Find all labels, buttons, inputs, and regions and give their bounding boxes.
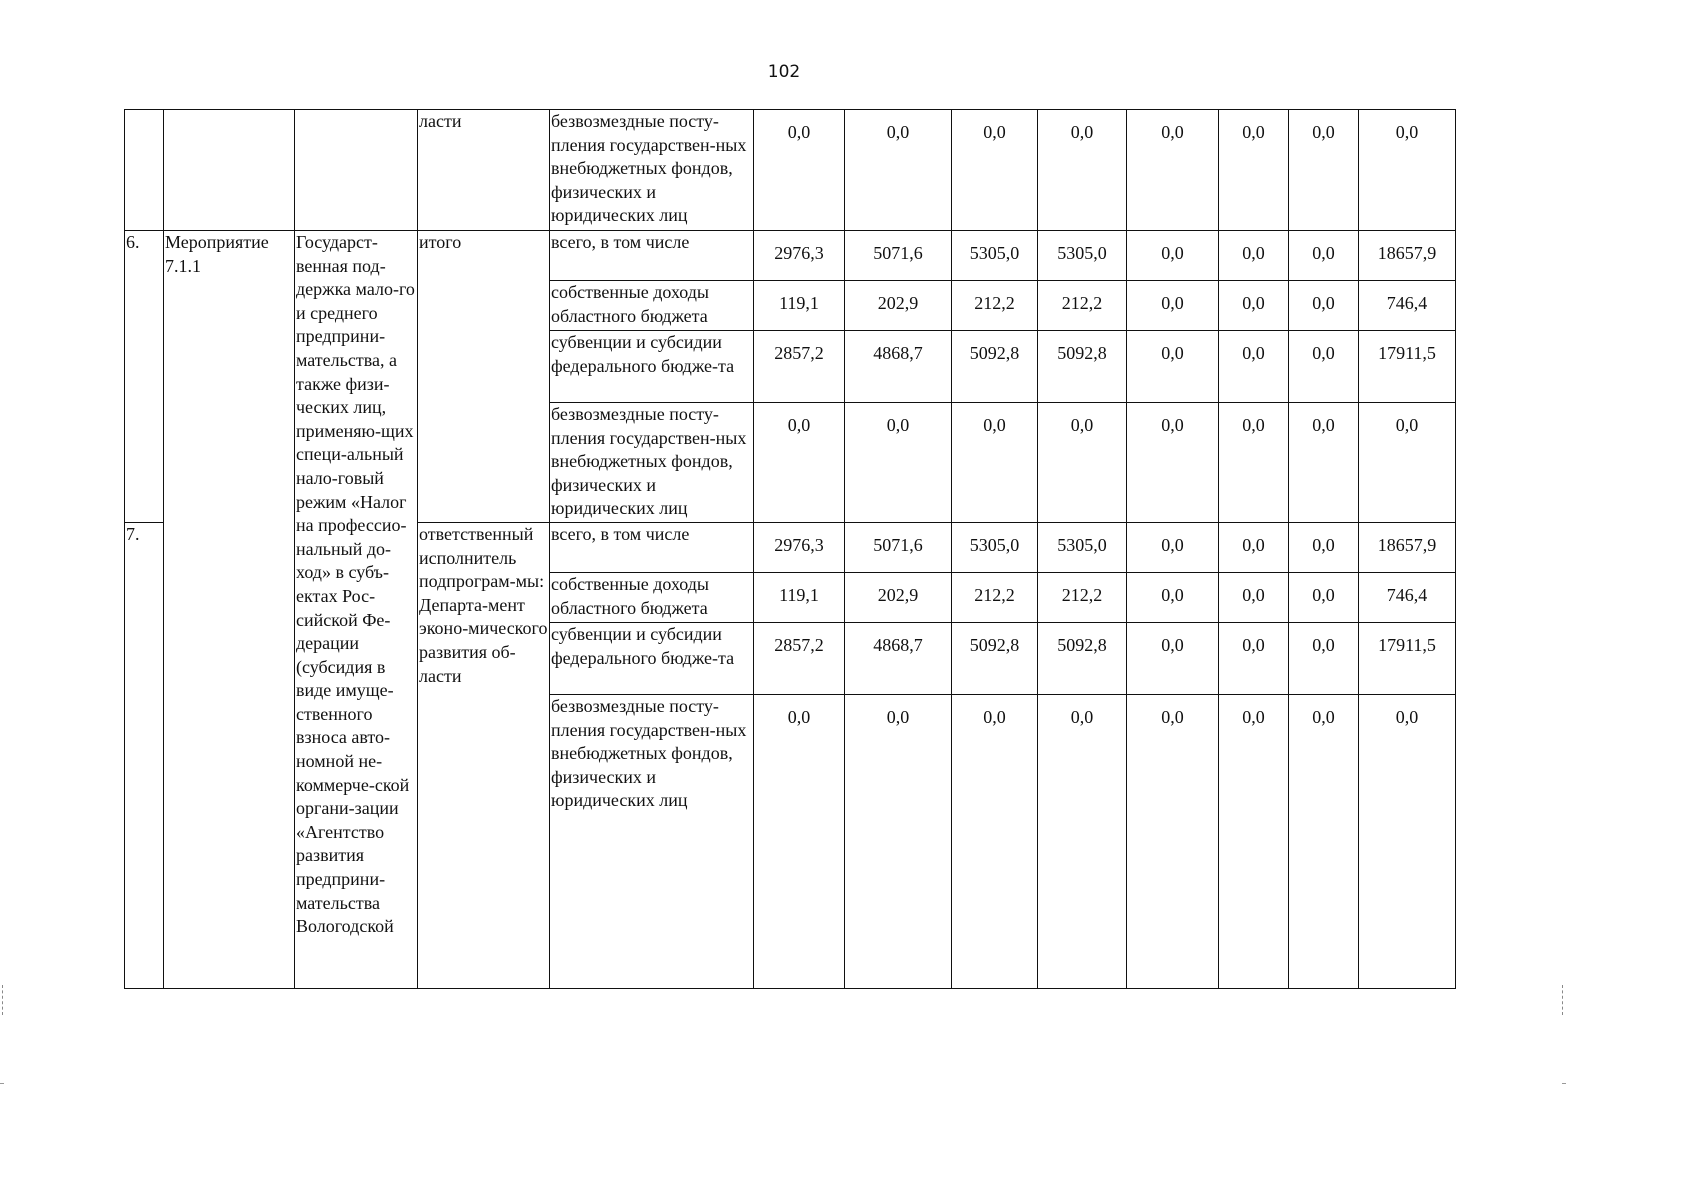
value-cell: 0,0 [1127, 523, 1219, 573]
row-number-cell: 6. [125, 231, 164, 523]
value-cell: 119,1 [754, 281, 845, 331]
value-cell: 0,0 [1127, 231, 1219, 281]
value-cell: 0,0 [1038, 403, 1127, 523]
value-cell: 0,0 [1289, 110, 1359, 231]
value-cell: 5305,0 [1038, 523, 1127, 573]
value-cell: 5092,8 [1038, 623, 1127, 695]
funding-source-cell: собственные доходы областного бюджета [550, 281, 754, 331]
value-cell: 0,0 [1219, 573, 1289, 623]
value-cell: 0,0 [1219, 331, 1289, 403]
value-cell: 0,0 [1219, 695, 1289, 989]
value-cell: 18657,9 [1359, 231, 1456, 281]
value-cell: 0,0 [1219, 623, 1289, 695]
funding-source-cell: собственные доходы областного бюджета [550, 573, 754, 623]
value-cell: 212,2 [952, 573, 1038, 623]
value-cell: 0,0 [1219, 231, 1289, 281]
value-cell: 0,0 [1127, 623, 1219, 695]
value-cell: 0,0 [754, 403, 845, 523]
value-cell: 0,0 [1289, 331, 1359, 403]
value-cell: 5092,8 [952, 623, 1038, 695]
row-number-cell [125, 110, 164, 231]
value-cell: 0,0 [952, 403, 1038, 523]
value-cell: 2857,2 [754, 331, 845, 403]
value-cell: 5305,0 [952, 231, 1038, 281]
funding-source-cell: субвенции и субсидии федерального бюдже-та [550, 623, 754, 695]
value-cell: 5305,0 [1038, 231, 1127, 281]
value-cell: 5092,8 [952, 331, 1038, 403]
value-cell: 0,0 [1219, 403, 1289, 523]
value-cell: 0,0 [1127, 110, 1219, 231]
value-cell: 202,9 [845, 573, 952, 623]
value-cell: 0,0 [952, 695, 1038, 989]
value-cell: 17911,5 [1359, 331, 1456, 403]
table-row [125, 110, 1456, 231]
value-cell: 5071,6 [845, 231, 952, 281]
value-cell: 212,2 [1038, 573, 1127, 623]
value-cell: 0,0 [1127, 281, 1219, 331]
value-cell: 0,0 [1289, 231, 1359, 281]
value-cell: 5305,0 [952, 523, 1038, 573]
value-cell: 4868,7 [845, 623, 952, 695]
value-cell: 0,0 [1289, 623, 1359, 695]
value-cell: 4868,7 [845, 331, 952, 403]
value-cell: 5092,8 [1038, 331, 1127, 403]
scan-edge-tick [0, 1083, 4, 1084]
value-cell: 119,1 [754, 573, 845, 623]
value-cell: 2857,2 [754, 623, 845, 695]
value-cell: 0,0 [1038, 695, 1127, 989]
value-cell: 0,0 [952, 110, 1038, 231]
value-cell: 17911,5 [1359, 623, 1456, 695]
row-number-cell: 7. [125, 523, 164, 989]
description-cell [295, 110, 418, 231]
page-number: 102 [767, 62, 801, 82]
value-cell: 0,0 [754, 695, 845, 989]
funding-source-cell: субвенции и субсидии федерального бюдже-та [550, 331, 754, 403]
value-cell: 0,0 [845, 110, 952, 231]
funding-source-cell: безвозмездные посту-пления государствен-ных внебюджетных фондов, физических и юридических лиц [550, 110, 754, 231]
scan-edge-tick [1562, 1083, 1566, 1084]
budget-table [124, 109, 1456, 989]
scan-edge-mark-left [2, 985, 6, 1015]
value-cell: 0,0 [1127, 695, 1219, 989]
value-cell: 0,0 [1219, 110, 1289, 231]
value-cell: 0,0 [845, 695, 952, 989]
activity-cell [164, 110, 295, 231]
value-cell: 0,0 [1127, 331, 1219, 403]
value-cell: 0,0 [1289, 695, 1359, 989]
value-cell: 2976,3 [754, 523, 845, 573]
funding-source-cell: безвозмездные посту-пления государствен-ных внебюджетных фондов, физических и юридических лиц [550, 403, 754, 523]
executor-cell: ответственный исполнитель подпрограм-мы: Департа-мент эконо-мического развития об-ласти [418, 523, 550, 989]
value-cell: 0,0 [1359, 403, 1456, 523]
funding-source-cell: всего, в том числе [550, 231, 754, 281]
value-cell: 2976,3 [754, 231, 845, 281]
scan-edge-mark-right [1562, 985, 1566, 1015]
activity-label-cell: Мероприятие 7.1.1 [164, 231, 295, 989]
value-cell: 0,0 [1219, 281, 1289, 331]
value-cell: 746,4 [1359, 281, 1456, 331]
value-cell: 0,0 [1289, 523, 1359, 573]
value-cell: 0,0 [1219, 523, 1289, 573]
table-row [125, 231, 1456, 281]
value-cell: 0,0 [754, 110, 845, 231]
value-cell: 0,0 [1359, 695, 1456, 989]
value-cell: 0,0 [1359, 110, 1456, 231]
executor-cell: итого [418, 231, 550, 523]
value-cell: 5071,6 [845, 523, 952, 573]
activity-description-cell: Государст-венная под-держка мало-го и среднего предприни-мательства, а также физи-ческих лиц, применяю-щих специ-альный нало-говый режим «Налог на профессио-нальный до-ход» в субъ-ектах Рос-сийской Фе-дерации (субсидия в виде имуще-ственного взноса авто-номной не-коммерче-ской органи-зации «Агентство развития предприни-мательства Вологодской [295, 231, 418, 989]
value-cell: 0,0 [1289, 403, 1359, 523]
value-cell: 18657,9 [1359, 523, 1456, 573]
funding-source-cell: безвозмездные посту-пления государствен-ных внебюджетных фондов, физических и юридических лиц [550, 695, 754, 989]
value-cell: 212,2 [1038, 281, 1127, 331]
executor-cell: ласти [418, 110, 550, 231]
value-cell: 746,4 [1359, 573, 1456, 623]
value-cell: 0,0 [1127, 403, 1219, 523]
funding-source-cell: всего, в том числе [550, 523, 754, 573]
value-cell: 0,0 [1127, 573, 1219, 623]
value-cell: 0,0 [1289, 573, 1359, 623]
value-cell: 212,2 [952, 281, 1038, 331]
value-cell: 202,9 [845, 281, 952, 331]
value-cell: 0,0 [845, 403, 952, 523]
value-cell: 0,0 [1289, 281, 1359, 331]
value-cell: 0,0 [1038, 110, 1127, 231]
